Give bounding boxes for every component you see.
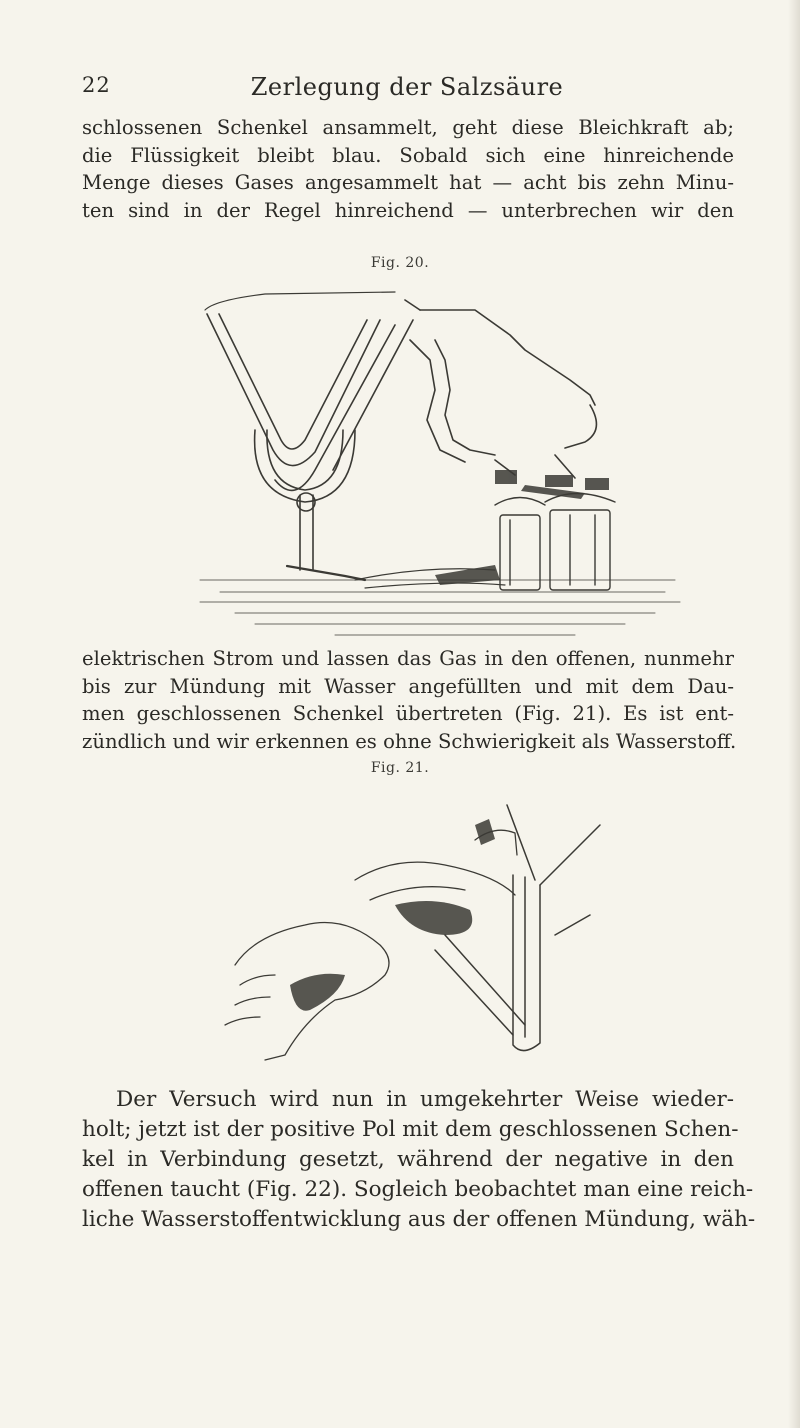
text-line: zündlich und wir erkennen es ohne Schwierigkeit als Wasserstoff. [82,729,737,753]
page-number: 22 [82,73,111,97]
text-line: Menge dieses Gases angesammelt hat — acht bis zehn Minu- [82,171,734,194]
page-header [82,73,732,107]
figure-21-caption: Fig. 21. [370,760,430,776]
text-line: kel in Verbindung gesetzt, während der negative in den [82,1147,734,1172]
figure-21-thumb-closed-tube [195,785,635,1075]
figure-20-electrolysis-apparatus [195,280,685,650]
text-line: schlossenen Schenkel ansammelt, geht diese Bleichkraft ab; [82,116,734,139]
text-line: holt; jetzt ist der positive Pol mit dem geschlossenen Schen- [82,1117,739,1142]
paragraph-1 [82,114,734,224]
text-line: men geschlossenen Schenkel übertreten (Fig. 21). Es ist ent- [82,702,734,725]
text-line: elektrischen Strom und lassen das Gas in den offenen, nunmehr [82,647,734,670]
paragraph-2 [82,645,737,755]
text-line: bis zur Mündung mit Wasser angefüllten und mit dem Dau- [82,674,734,698]
page-edge-shadow [788,0,800,1428]
text-line: die Flüssigkeit bleibt blau. Sobald sich eine hinreichende [82,143,734,167]
text-line: ten sind in der Regel hinreichend — unterbrechen wir den [82,198,734,222]
running-title: Zerlegung der Salzsäure [250,73,564,101]
figure-20-caption: Fig. 20. [370,255,430,271]
text-line: liche Wasserstoffentwicklung aus der offenen Mündung, wäh- [82,1207,756,1232]
text-line: offenen taucht (Fig. 22). Sogleich beobachtet man eine reich- [82,1177,754,1202]
paragraph-3 [82,1085,756,1235]
text-line: Der Versuch wird nun in umgekehrter Weise wieder- [116,1087,734,1112]
